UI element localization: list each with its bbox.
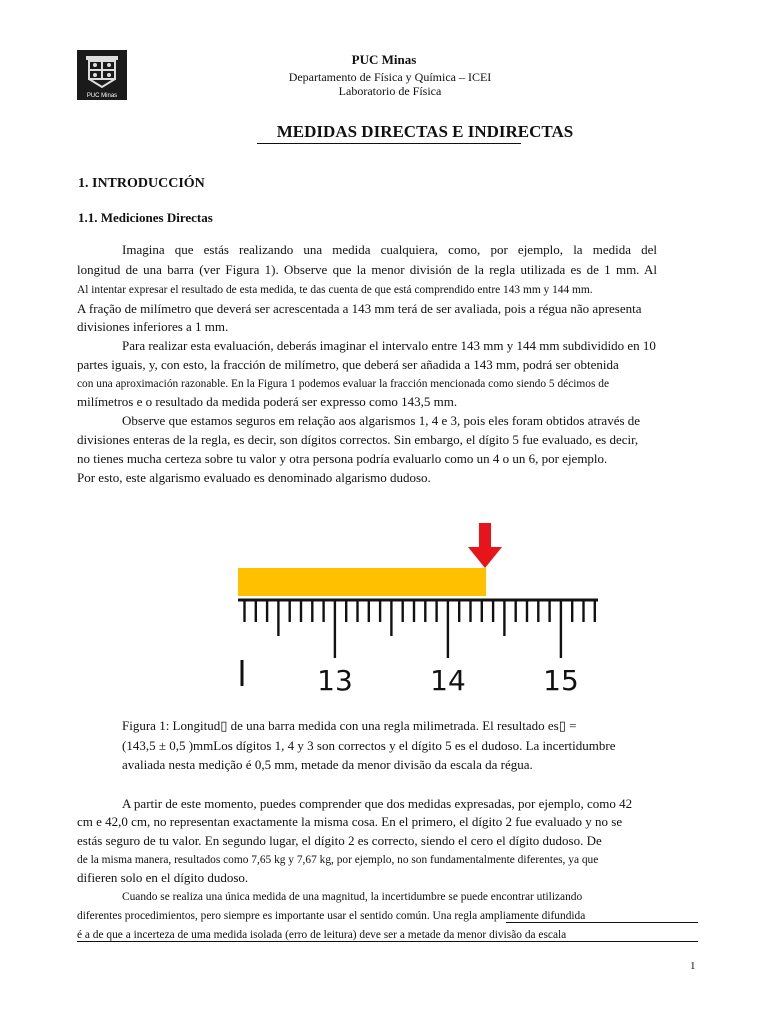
figure-caption-line: avaliada nesta medição é 0,5 mm, metade da menor divisão da escala da régua. bbox=[122, 757, 533, 772]
text-underline bbox=[506, 922, 698, 923]
paragraph-line: Observe que estamos seguros em relação aos algarismos 1, 4 e 3, pois eles foram obtidos através de bbox=[122, 413, 641, 428]
measured-bar bbox=[238, 568, 486, 596]
paragraph-line: cm e 42,0 cm, no representan exactamente la misma cosa. En el primero, el dígito 2 fue evaluado y no se bbox=[77, 814, 623, 829]
paragraph-line: Imagina que estás realizando una medida cualquiera, como, por ejemplo, la medida del bbox=[122, 242, 657, 257]
paragraph-line: con una aproximación razonable. En la Figura 1 podemos evaluar la fracción mencionada como siendo 5 décimos de bbox=[77, 378, 610, 390]
paragraph-line: milímetros e o resultado da medida poderá ser expresso como 143,5 mm. bbox=[77, 394, 458, 409]
paragraph-line: divisiones inferiores a 1 mm. bbox=[77, 319, 229, 334]
text-underline bbox=[77, 941, 698, 942]
paragraph-line: partes iguais, y, con esto, la fracción de milímetro, que deberá ser añadida a 143 mm, podrá ser obtenida bbox=[77, 357, 619, 372]
paragraph-line: Para realizar esta evaluación, deberás imaginar el intervalo entre 143 mm y 144 mm subdividido en 10 bbox=[122, 338, 656, 353]
paragraph-line: A partir de este momento, puedes comprender que dos medidas expresadas, por ejemplo, como 42 bbox=[122, 796, 633, 811]
ruler-illustration bbox=[236, 520, 600, 700]
title-underline bbox=[257, 143, 521, 144]
department-name: Departamento de Física y Química – ICEI bbox=[288, 70, 492, 84]
document-title: MEDIDAS DIRECTAS E INDIRECTAS bbox=[276, 122, 574, 141]
paragraph-line: difieren solo en el dígito dudoso. bbox=[77, 870, 249, 885]
ruler-label-15: 15 bbox=[543, 664, 579, 697]
red-arrow-icon bbox=[468, 523, 502, 568]
ruler-label-14: 14 bbox=[430, 664, 466, 697]
figure-caption-line: (143,5 ± 0,5 )mmLos dígitos 1, 4 y 3 son correctos y el dígito 5 es el dudoso. La incertidumbre bbox=[122, 738, 616, 753]
paragraph-line: diferentes procedimientos, pero siempre es importante usar el sentido común. Una regla ampliamente difundida bbox=[77, 910, 586, 922]
paragraph-line: Cuando se realiza una única medida de una magnitud, la incertidumbre se puede encontrar utilizando bbox=[122, 891, 583, 903]
paragraph-line: A fração de milímetro que deverá ser acrescentada a 143 mm terá de ser avaliada, pois a régua não apresenta bbox=[77, 301, 642, 316]
section-heading: 1. INTRODUCCIÓN bbox=[78, 176, 205, 191]
paragraph-line: estás seguro de tu valor. En segundo lugar, el dígito 2 es correcto, siendo el cero el dígito dudoso. De bbox=[77, 833, 602, 848]
paragraph-line: longitud de una barra (ver Figura 1). Observe que la menor división de la regla utilizada es de 1 mm. Al bbox=[77, 262, 657, 277]
paragraph-line: no tienes mucha certeza sobre tu valor y otra persona podría evaluarlo como un 4 o un 6, por ejemplo. bbox=[77, 451, 608, 466]
ruler-label-13: 13 bbox=[317, 664, 353, 697]
ruler-figure bbox=[236, 520, 600, 700]
paragraph-line: Al intentar expresar el resultado de esta medida, te das cuenta de que está comprendido entre 143 mm y 144 mm. bbox=[77, 284, 593, 296]
paragraph-line: de la misma manera, resultados como 7,65 kg y 7,67 kg, por ejemplo, no son fundamentalmente diferentes, ya que bbox=[77, 854, 599, 866]
figure-caption-line: Figura 1: Longitud▯ de una barra medida con una regla milimetrada. El resultado es▯ = bbox=[122, 718, 577, 733]
paragraph-line: divisiones enteras de la regla, es decir, son dígitos correctos. Sin embargo, el dígito 5 fue evaluado, es decir, bbox=[77, 432, 639, 447]
paragraph-line: Por esto, este algarismo evaluado es denominado algarismo dudoso. bbox=[77, 470, 431, 485]
page-number: 1 bbox=[690, 960, 696, 972]
lab-name: Laboratorio de Física bbox=[338, 84, 442, 98]
institution-name: PUC Minas bbox=[351, 52, 417, 67]
subsection-heading: 1.1. Mediciones Directas bbox=[78, 210, 213, 225]
logo-text: PUC Minas bbox=[86, 93, 118, 99]
paragraph-line: é a de que a incerteza de uma medida isolada (erro de leitura) deve ser a metade da menor divisão da escala bbox=[77, 929, 567, 941]
ruler-ticks bbox=[242, 600, 595, 686]
